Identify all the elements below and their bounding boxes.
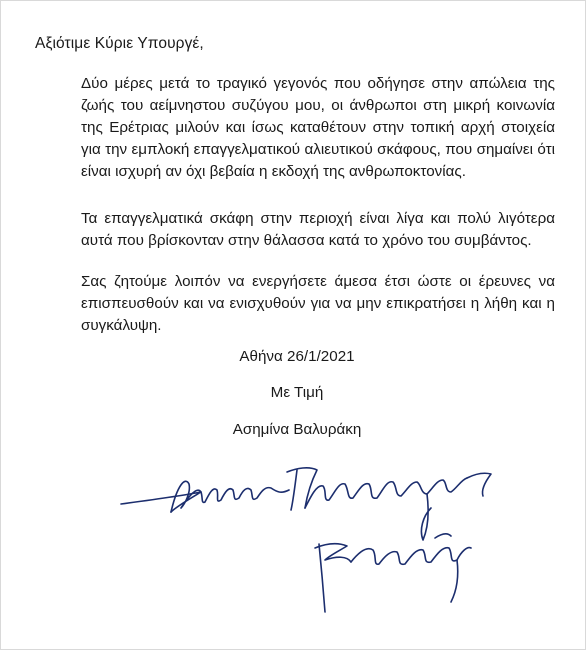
place-date: Αθήνα 26/1/2021 — [239, 348, 355, 365]
handwritten-signature — [111, 456, 531, 626]
paragraph-1: Δύο μέρες μετά το τραγικό γεγονός που οδήγησε στην απώλεια της ζωής του αείμνηστου συζύγου μου, οι άνθρωποι στη μικρή κοινωνία της Ερέτριας μιλούν και ίσως καταθέτουν στην τοπική αρχή στοιχεία για την εμπλοκή επαγγελματικού αλιευτικού σκάφους, που σημαίνει ότι είναι ισχυρή αν όχι βεβαία η εκδοχή της ανθρωποκτονίας. — [81, 75, 555, 180]
paragraph-3: Σας ζητούμε λοιπόν να ενεργήσετε άμεσα έτσι ώστε οι έρευνες να επισπευσθούν και να ενισχυθούν για να μην επικρατήσει η λήθη και η συγκάλυψη. — [81, 273, 555, 334]
salutation: Αξιότιμε Κύριε Υπουργέ, — [35, 35, 204, 52]
paragraph-2: Τα επαγγελματικά σκάφη στην περιοχή είναι λίγα και πολύ λιγότερα αυτά που βρίσκονταν στην θάλασσα κατά το χρόνο του συμβάντος. — [81, 210, 555, 249]
signer-name: Ασημίνα Βαλυράκη — [232, 421, 362, 438]
closing: Με Τιμή — [270, 384, 324, 401]
